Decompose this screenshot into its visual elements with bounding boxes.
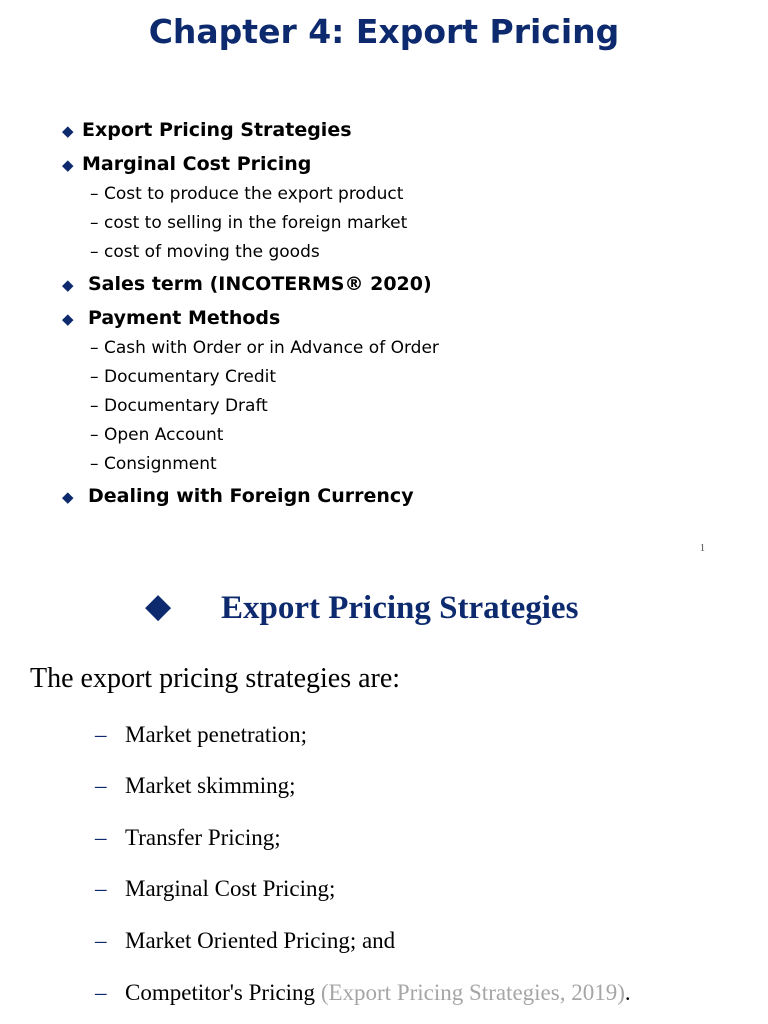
dash-icon: –	[95, 773, 107, 798]
bullet-item	[62, 307, 280, 329]
dash-icon: –	[95, 928, 107, 953]
sub-item	[90, 425, 223, 445]
sub-item-text: Consignment	[104, 454, 217, 474]
list-item-text: Market Oriented Pricing; and	[125, 928, 396, 953]
sub-item	[90, 338, 439, 358]
slide-1-title: Chapter 4: Export Pricing	[148, 12, 620, 51]
sub-item-text: Cash with Order or in Advance of Order	[104, 338, 439, 358]
bullet-item	[62, 119, 352, 141]
diamond-bullet-icon: ◆	[62, 310, 74, 328]
dash-icon: –	[90, 454, 99, 474]
diamond-title-icon: ◆	[145, 587, 172, 625]
citation: (Export Pricing Strategies, 2019)	[320, 980, 625, 1005]
sub-item	[90, 396, 268, 416]
diamond-bullet-icon: ◆	[62, 156, 74, 174]
sub-item	[90, 242, 320, 262]
bullet-item	[62, 153, 311, 175]
list-item	[95, 876, 335, 902]
dash-icon: –	[90, 213, 99, 233]
page-number: 1	[700, 543, 705, 554]
list-item	[95, 980, 631, 1006]
list-item	[95, 722, 307, 748]
list-item	[95, 928, 395, 954]
dash-icon: –	[90, 338, 99, 358]
list-item	[95, 825, 281, 851]
diamond-bullet-icon: ◆	[62, 488, 74, 506]
list-item	[95, 773, 296, 799]
sub-item-text: Documentary Draft	[104, 396, 268, 416]
dash-icon: –	[95, 980, 107, 1005]
bullet-text: Sales term (INCOTERMS® 2020)	[88, 273, 432, 295]
sub-item	[90, 367, 276, 387]
list-item-text: Market penetration;	[125, 722, 308, 747]
bullet-text: Export Pricing Strategies	[82, 119, 352, 141]
dash-icon: –	[90, 396, 99, 416]
sub-item-text: cost of moving the goods	[104, 242, 320, 262]
intro-text: The export pricing strategies are:	[30, 663, 401, 694]
dash-icon: –	[90, 367, 99, 387]
list-item-text: Transfer Pricing;	[125, 825, 281, 850]
final-period: .	[624, 980, 631, 1005]
dash-icon: –	[90, 184, 99, 204]
sub-item-text: Cost to produce the export product	[104, 184, 404, 204]
sub-item-text: Documentary Credit	[104, 367, 277, 387]
sub-item	[90, 213, 407, 233]
slide-2	[0, 560, 768, 1024]
dash-icon: –	[95, 825, 107, 850]
bullet-text: Marginal Cost Pricing	[82, 153, 312, 175]
diamond-bullet-icon: ◆	[62, 122, 74, 140]
list-item-text: Market skimming;	[125, 773, 296, 798]
bullet-text: Payment Methods	[88, 307, 281, 329]
bullet-item	[62, 485, 414, 507]
sub-item	[90, 454, 217, 474]
bullet-text: Dealing with Foreign Currency	[88, 485, 414, 507]
sub-item-text: Open Account	[104, 425, 224, 445]
dash-icon: –	[95, 876, 107, 901]
list-item-text: Competitor's Pricing	[125, 980, 316, 1005]
dash-icon: –	[90, 425, 99, 445]
sub-item-text: cost to selling in the foreign market	[104, 213, 408, 233]
diamond-bullet-icon: ◆	[62, 276, 74, 294]
sub-item	[90, 184, 403, 204]
dash-icon: –	[95, 722, 107, 747]
list-item-text: Marginal Cost Pricing;	[125, 876, 336, 901]
dash-icon: –	[90, 242, 99, 262]
bullet-item	[62, 273, 432, 295]
slide-2-title: Export Pricing Strategies	[221, 590, 579, 626]
